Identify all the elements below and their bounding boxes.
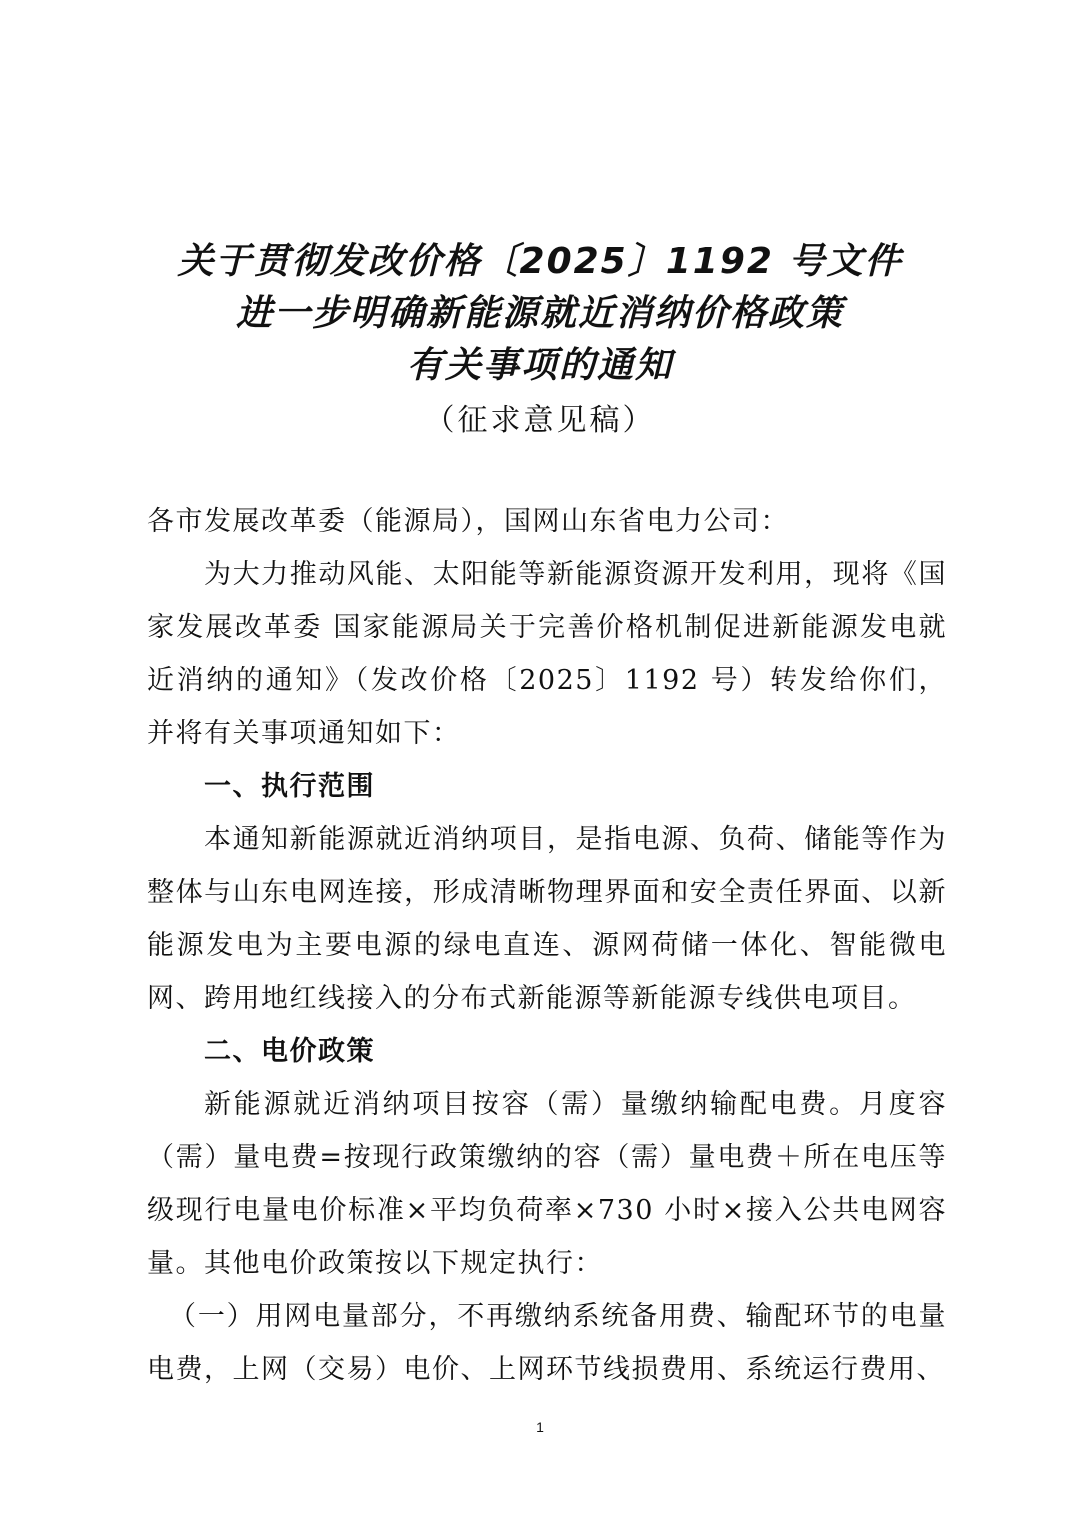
document-title [0, 236, 1080, 446]
title-line-2: 进一步明确新能源就近消纳价格政策 [235, 293, 844, 334]
title-line-1: 关于贯彻发改价格〔2025〕1192 号文件 [177, 241, 903, 282]
price-policy-item-1: （一）用网电量部分，不再缴纳系统备用费、输配环节的电量电费，上网（交易）电价、上网环节线损费用、系统运行费用、 [147, 1301, 947, 1385]
intro-paragraph: 为大力推动风能、太阳能等新能源资源开发利用，现将《国家发展改革委 国家能源局关于完善价格机制促进新能源发电就近消纳的通知》（发改价格〔2025〕1192 号）转发给你们，并将有关事项通知如下： [147, 559, 947, 749]
scope-paragraph: 本通知新能源就近消纳项目，是指电源、负荷、储能等作为整体与山东电网连接，形成清晰物理界面和安全责任界面、以新能源发电为主要电源的绿电直连、源网荷储一体化、智能微电网、跨用地红线接入的分布式新能源等新能源专线供电项目。 [147, 824, 947, 1014]
page-number: 1 [536, 1419, 544, 1435]
salutation: 各市发展改革委（能源局），国网山东省电力公司： [147, 506, 789, 537]
draft-subtitle: （征求意见稿） [424, 403, 656, 438]
document-body [147, 495, 947, 1396]
section-heading-price-policy: 二、电价政策 [204, 1036, 375, 1067]
section-heading-scope: 一、执行范围 [204, 771, 375, 802]
price-policy-paragraph: 新能源就近消纳项目按容（需）量缴纳输配电费。月度容（需）量电费=按现行政策缴纳的容（需）量电费＋所在电压等级现行电量电价标准×平均负荷率×730 小时×接入公共电网容量。其他电价政策按以下规定执行： [147, 1089, 947, 1279]
title-line-3: 有关事项的通知 [406, 345, 673, 386]
